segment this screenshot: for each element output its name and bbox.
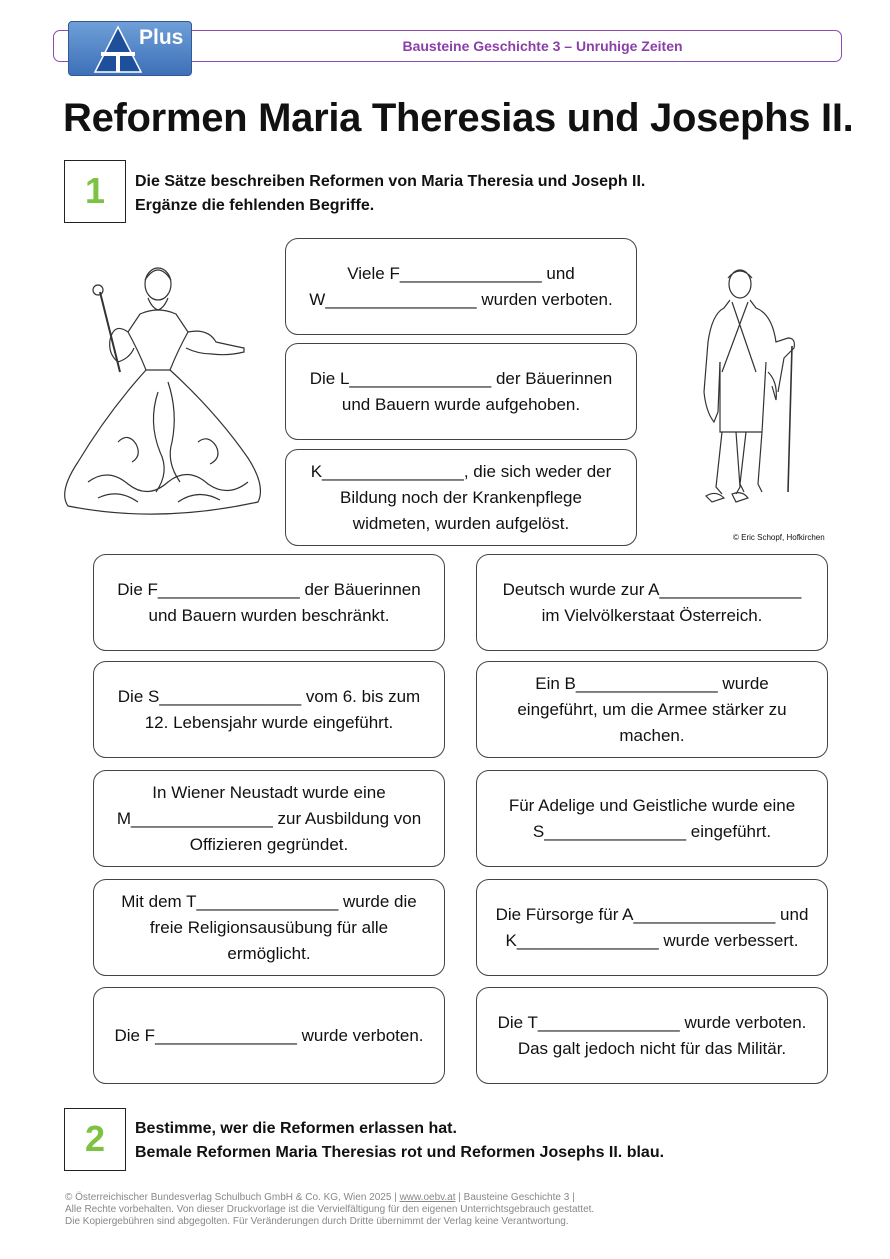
reform-text: Die S_______________ vom 6. bis zum 12. Lebensjahr wurde eingeführt. (117, 686, 421, 732)
reform-text: Die F_______________ wurde verboten. (114, 1025, 424, 1045)
reform-text: Deutsch wurde zur A_______________ im Vielvölkerstaat Österreich. (502, 579, 802, 625)
reform-text: K_______________, die sich weder der Bildung noch der Krankenpflege widmeten, wurden aufgelöst. (310, 461, 612, 533)
publisher-link[interactable]: www.oebv.at (399, 1192, 456, 1203)
reform-box (285, 238, 637, 335)
reform-box (476, 879, 828, 976)
reform-box (93, 554, 445, 651)
reform-box (285, 343, 637, 440)
reform-box (476, 661, 828, 758)
reform-text: Die Fürsorge für A_______________ und K_______________ wurde verbessert. (495, 904, 809, 950)
reform-box (93, 987, 445, 1084)
page-title: Reformen Maria Theresias und Josephs II. (63, 96, 854, 140)
task-2-line-2: Bemale Reformen Maria Theresias rot und Reformen Josephs II. blau. (135, 1144, 665, 1161)
reform-box (93, 770, 445, 867)
logo-text: Plus (139, 26, 184, 49)
reform-box (476, 987, 828, 1084)
reform-text: In Wiener Neustadt wurde eine M_______________ zur Ausbildung von Offizieren gegründet. (116, 782, 422, 854)
reform-box (93, 661, 445, 758)
reform-box (476, 554, 828, 651)
reform-text: Die L_______________ der Bäuerinnen und Bauern wurde aufgehoben. (309, 368, 613, 414)
reform-box (93, 879, 445, 976)
task-2-instructions (135, 1117, 664, 1165)
image-credit: © Eric Schopf, Hofkirchen (733, 533, 825, 542)
footer-line-2: Alle Rechte vorbehalten. Von dieser Druckvorlage ist die Vervielfältigung für den eigenen Unterrichtsgebrauch gestattet. (65, 1204, 595, 1215)
reform-box (285, 449, 637, 546)
reform-text: Die T_______________ wurde verboten. Das galt jedoch nicht für das Militär. (497, 1012, 807, 1058)
maria-theresia-illustration (48, 262, 274, 524)
task-1-line-2: Ergänze die fehlenden Begriffe. (135, 197, 375, 214)
plus-logo (68, 21, 192, 76)
task-1-line-1: Die Sätze beschreiben Reformen von Maria Theresia und Joseph II. (135, 173, 646, 190)
footer (65, 1192, 845, 1228)
footer-line-1 (65, 1192, 845, 1204)
task-2-line-1: Bestimme, wer die Reformen erlassen hat. (135, 1120, 457, 1137)
reform-text: Ein B_______________ wurde eingeführt, um die Armee stärker zu machen. (517, 673, 787, 745)
reform-text: Mit dem T_______________ wurde die freie Religionsausübung für alle ermöglicht. (121, 891, 417, 963)
reform-text: Für Adelige und Geistliche wurde eine S_______________ eingeführt. (508, 795, 796, 841)
joseph-ii-illustration (692, 262, 810, 512)
footer-line-3: Die Kopiergebühren sind abgegolten. Für Veränderungen durch Dritte übernimmt der Verlag keine Verantwortung. (65, 1216, 569, 1227)
triangle-logo-icon (93, 25, 143, 75)
reform-box (476, 770, 828, 867)
task-1-instructions (135, 170, 645, 218)
footer-copyright: © Österreichischer Bundesverlag Schulbuch GmbH & Co. KG, Wien 2025 | (65, 1192, 400, 1203)
reform-text: Die F_______________ der Bäuerinnen und Bauern wurden beschränkt. (117, 579, 421, 625)
reform-text: Viele F_______________ und W________________ wurden verboten. (309, 263, 613, 309)
footer-series: | Bausteine Geschichte 3 | (455, 1192, 575, 1203)
task-number-1: 1 (64, 160, 126, 223)
task-number-2: 2 (64, 1108, 126, 1171)
series-title: Bausteine Geschichte 3 – Unruhige Zeiten (402, 38, 683, 54)
